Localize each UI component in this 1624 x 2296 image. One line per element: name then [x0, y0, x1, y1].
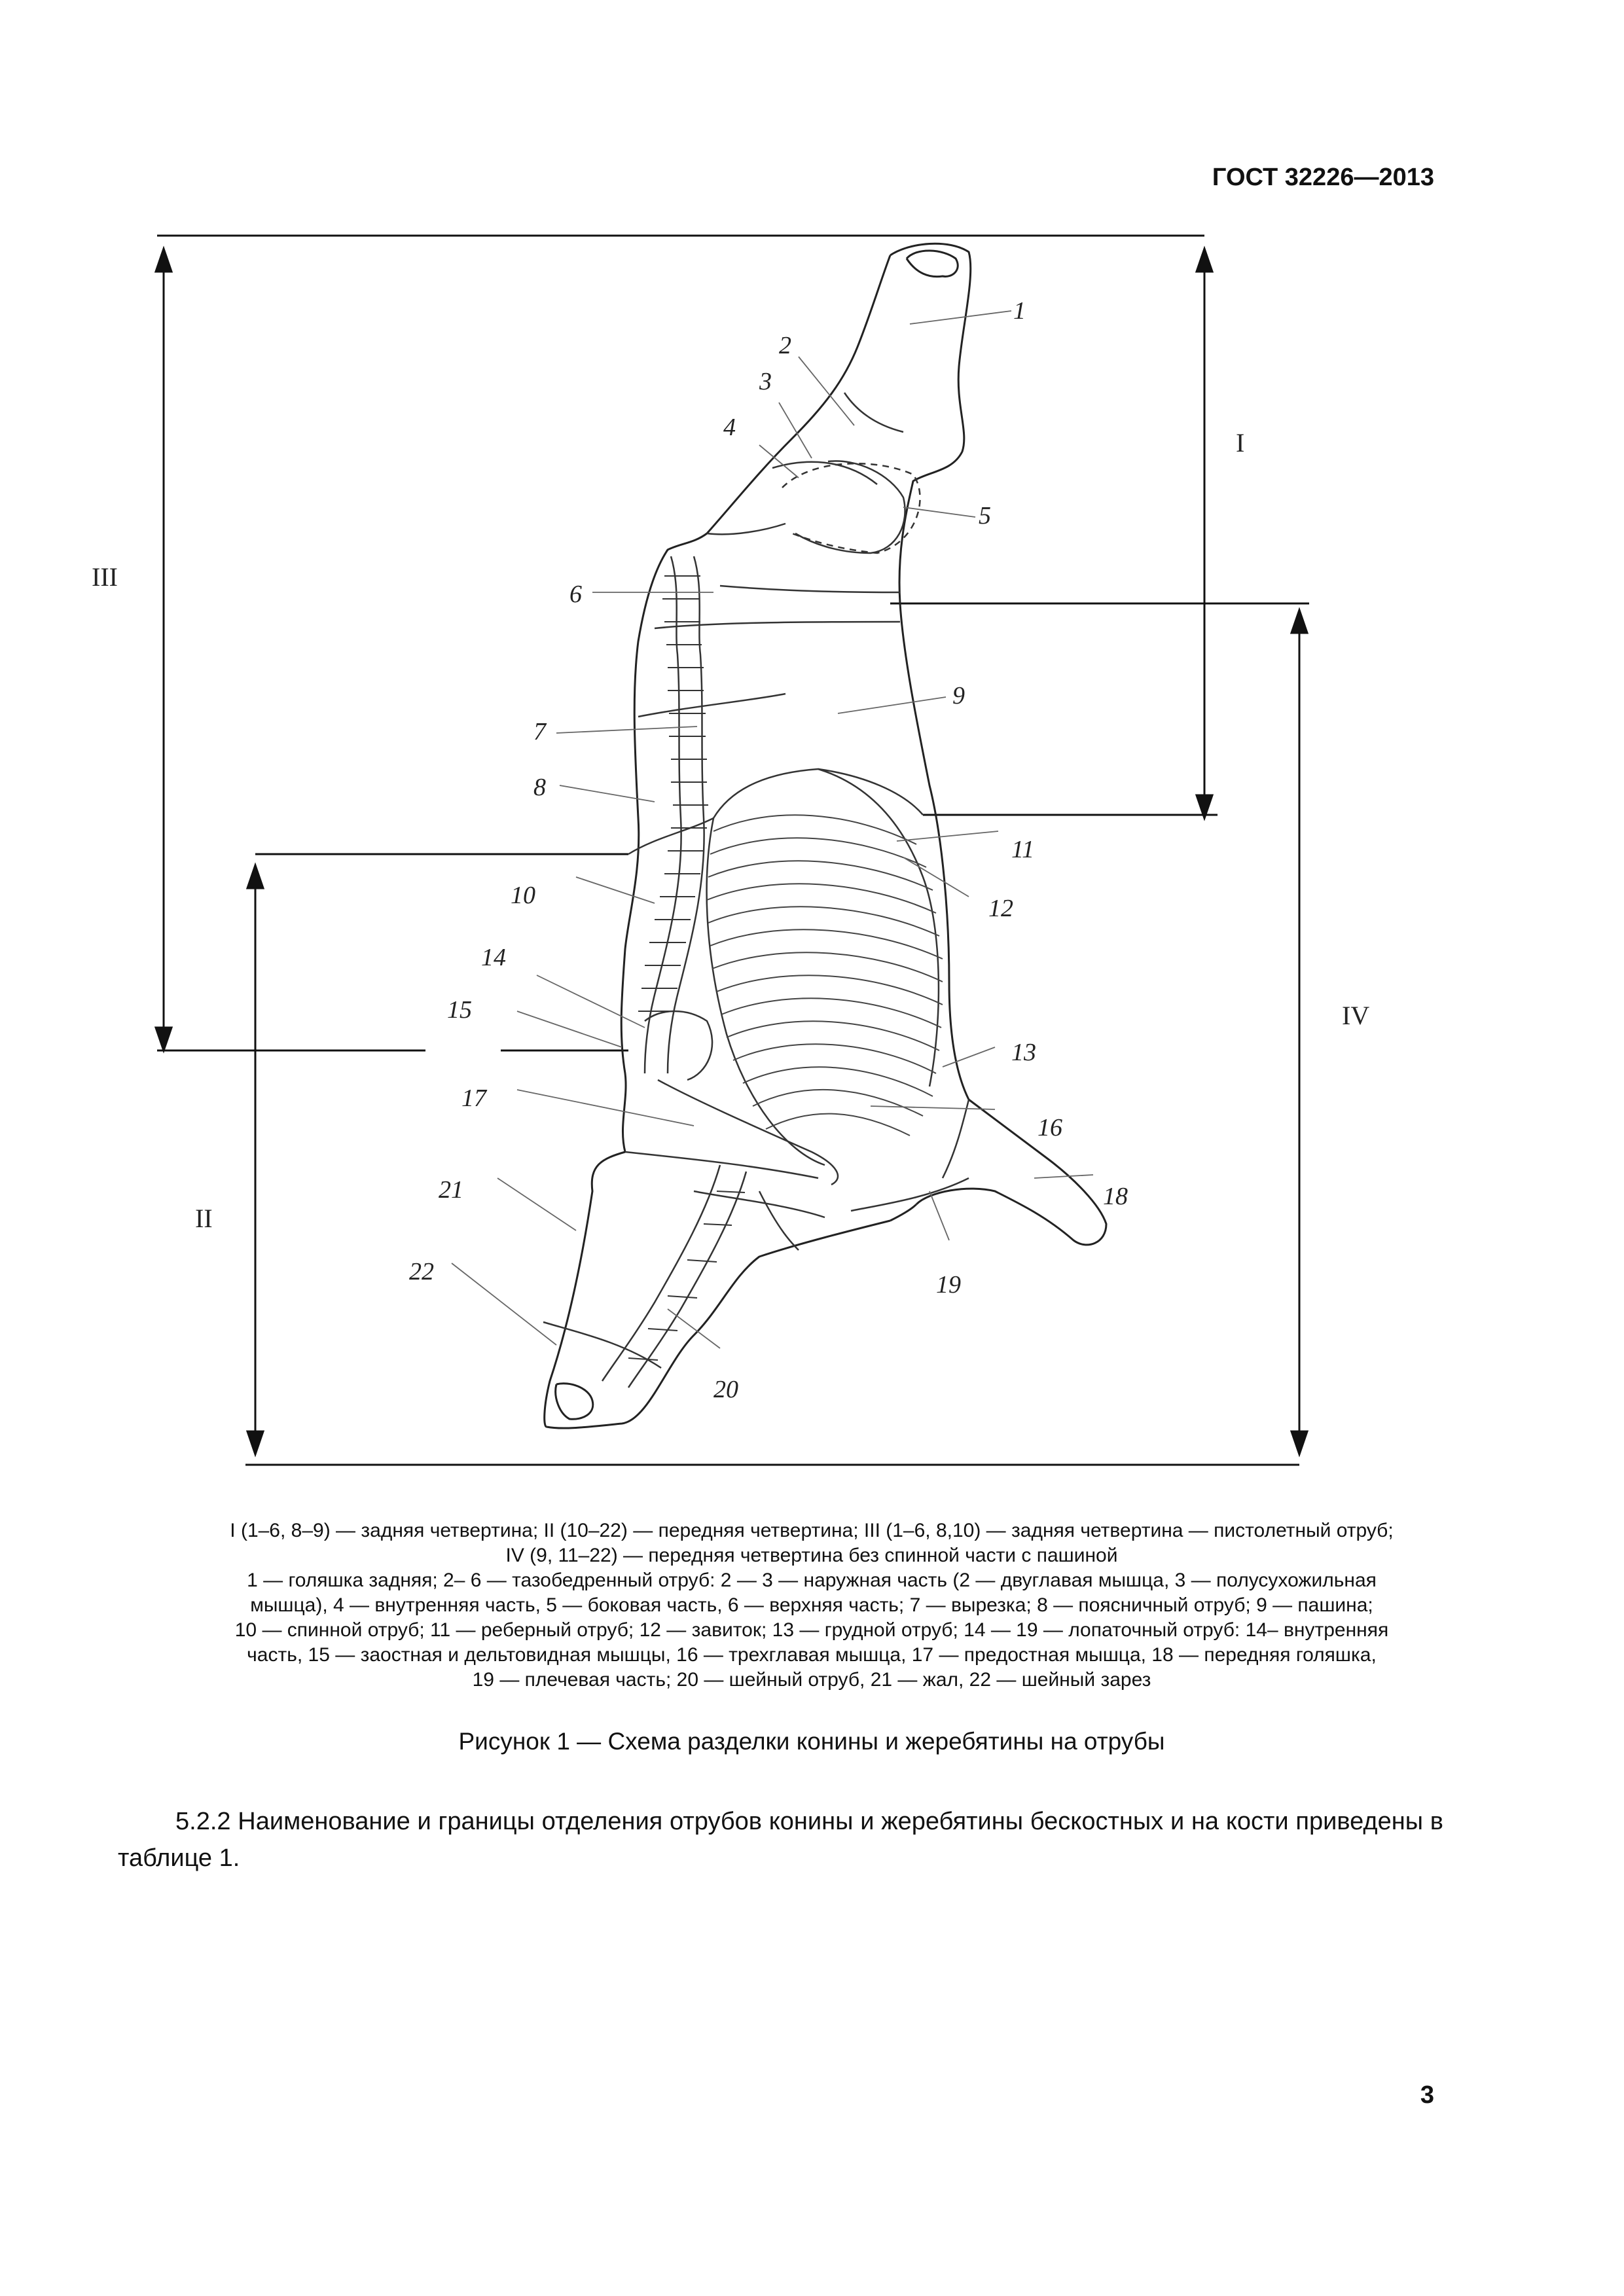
roman-label-II: II	[195, 1204, 213, 1233]
legend-line: 10 — спинной отруб; 11 — реберный отруб; 12 — завиток; 13 — грудной отруб; 14 — 19 — лопаточный отруб: 14– внутренняя	[234, 1619, 1389, 1641]
part-label-4: 4	[723, 414, 736, 441]
legend-line: мышца), 4 — внутренняя часть, 5 — боковая часть, 6 — верхняя часть; 7 — вырезка; 8 — поясничный отруб; 9 — пашина;	[250, 1594, 1373, 1616]
standard-code: ГОСТ 32226—2013	[1212, 164, 1434, 191]
legend-line: 1 — голяшка задняя; 2– 6 — тазобедренный отруб: 2 — 3 — наружная часть (2 — двуглавая мышца, 3 — полусухожильная	[247, 1570, 1377, 1591]
figure-title: Рисунок 1 — Схема разделки конины и жеребятины на отрубы	[458, 1728, 1165, 1755]
part-label-3: 3	[759, 368, 772, 395]
part-label-8: 8	[533, 774, 546, 801]
part-label-16: 16	[1038, 1114, 1062, 1141]
legend-line: часть, 15 — заостная и дельтовидная мышцы, 16 — трехглавая мышца, 17 — предостная мышца, 18 — передняя голяшка,	[247, 1644, 1377, 1666]
internal-cut-lines	[543, 393, 969, 1368]
part-label-6: 6	[569, 581, 582, 608]
part-label-14: 14	[481, 944, 506, 971]
part-label-7: 7	[533, 718, 546, 745]
part-label-17: 17	[461, 1085, 486, 1112]
figure-legend	[124, 1518, 1499, 1693]
part-label-9: 9	[952, 682, 965, 709]
legend-line: I (1–6, 8–9) — задняя четвертина; II (10–22) — передняя четвертина; III (1–6, 8,10) — задняя четвертина — пистолетный отруб;	[230, 1520, 1394, 1541]
page-number: 3	[1420, 2081, 1434, 2109]
part-label-15: 15	[447, 996, 472, 1024]
body-paragraph: 5.2.2 Наименование и границы отделения отрубов конины и жеребятины бескостных и на кости приведены в таблице 1.	[118, 1808, 1443, 1872]
part-label-5: 5	[979, 502, 991, 529]
part-label-13: 13	[1011, 1039, 1036, 1066]
roman-label-I: I	[1236, 428, 1245, 457]
part-label-1: 1	[1013, 297, 1026, 325]
part-label-2: 2	[779, 332, 791, 359]
part-label-11: 11	[1011, 836, 1035, 863]
ribs	[707, 815, 943, 1136]
part-label-22: 22	[409, 1258, 434, 1285]
part-label-12: 12	[988, 895, 1013, 922]
part-label-21: 21	[439, 1176, 463, 1204]
legend-line: IV (9, 11–22) — передняя четвертина без спинной части с пашиной	[505, 1545, 1118, 1566]
part-label-19: 19	[936, 1271, 961, 1299]
part-label-18: 18	[1103, 1183, 1128, 1210]
legend-line: 19 — плечевая часть; 20 — шейный отруб, 21 — жал, 22 — шейный зарез	[472, 1669, 1151, 1691]
roman-label-IV: IV	[1342, 1001, 1370, 1030]
part-label-20: 20	[713, 1376, 738, 1403]
roman-label-III: III	[92, 562, 118, 592]
part-label-10: 10	[511, 882, 535, 909]
